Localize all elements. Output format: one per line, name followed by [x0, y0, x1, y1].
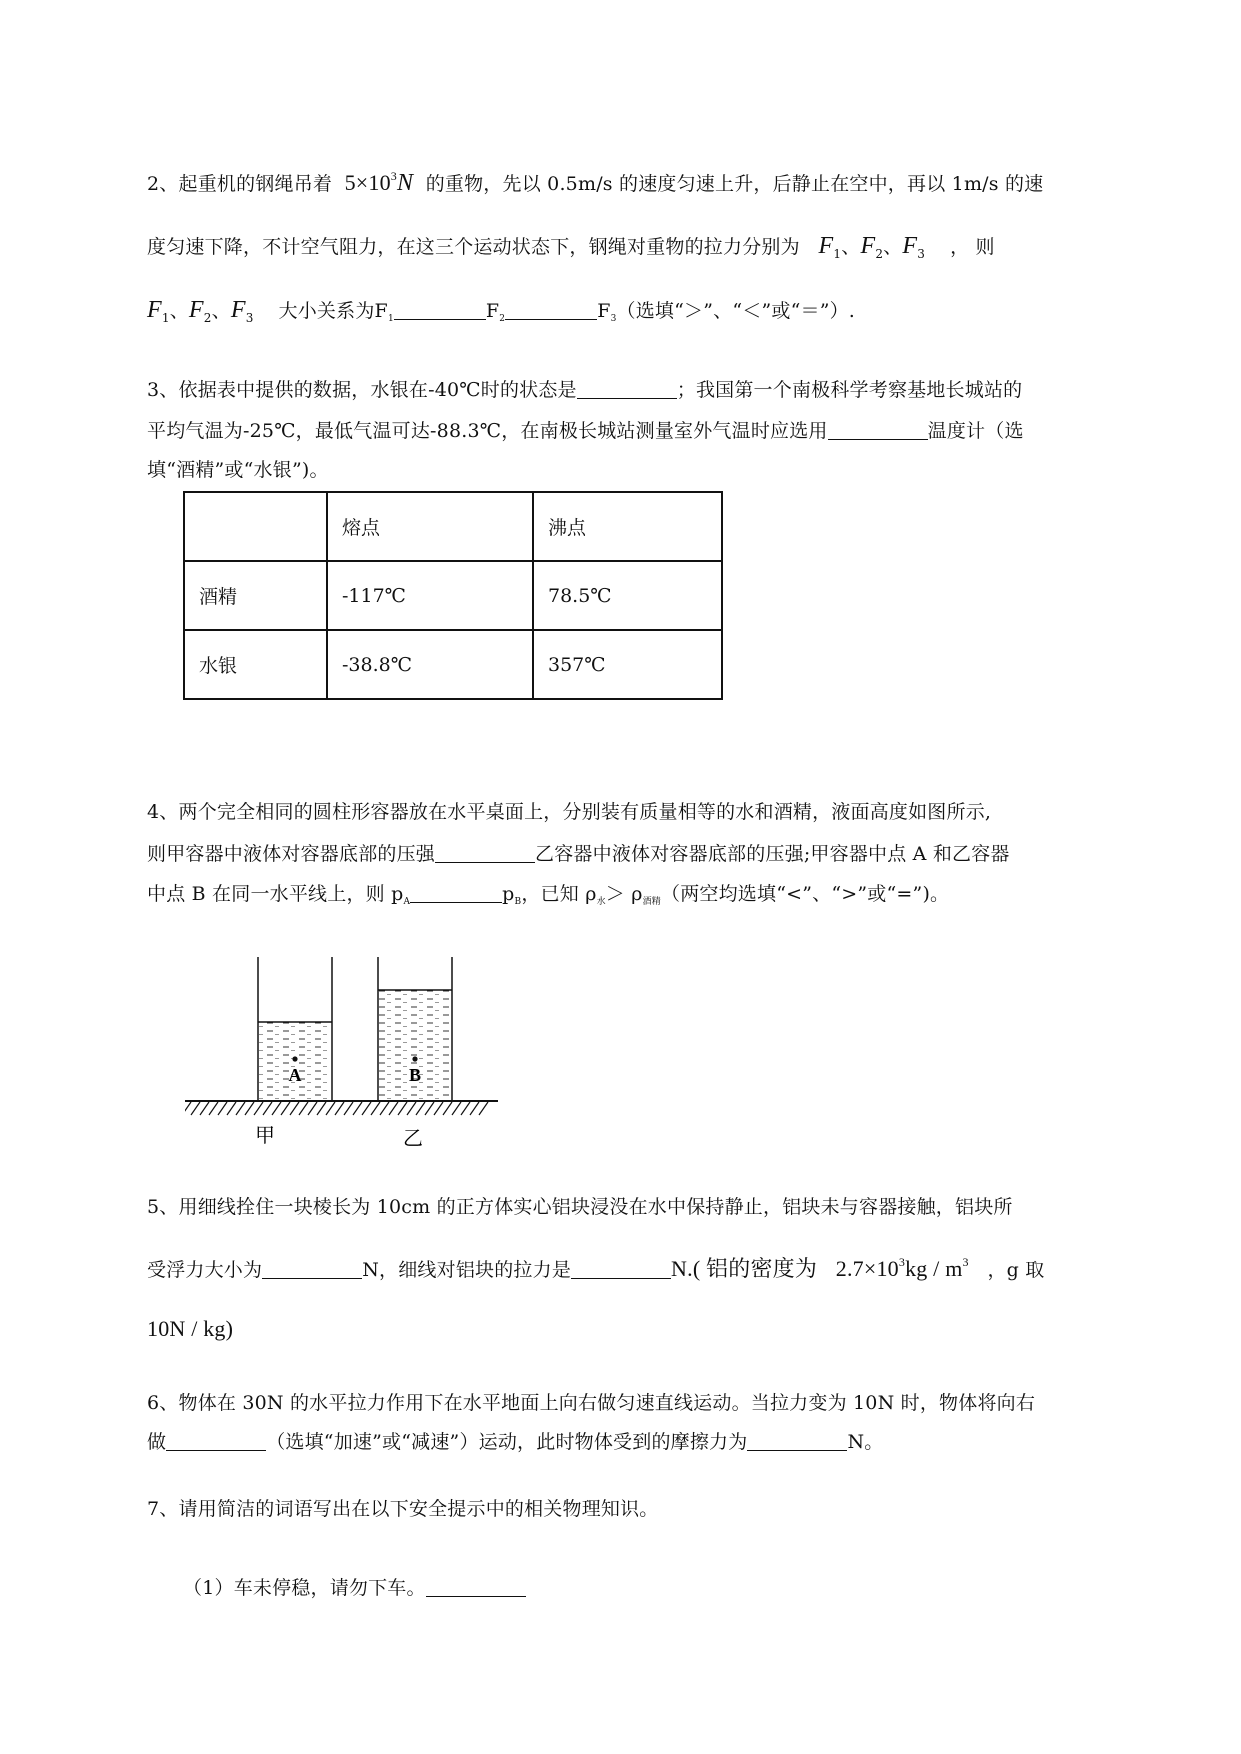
answer-blank-friction[interactable] [747, 1432, 847, 1451]
table-row [184, 561, 722, 630]
answer-blank-tension[interactable] [571, 1260, 671, 1279]
q2-line-1: 2、起重机的钢绳吊着 $5\times 10^3N$ 的重物，先以 0.5m/s 的速度匀速上升，后静止在空中，再以 1m/s 的速 [147, 169, 1044, 196]
table-cell: -117℃ [327, 561, 533, 630]
q7-line-1: 7、请用简洁的词语写出在以下安全提示中的相关物理知识。 [147, 1498, 659, 1520]
answer-blank-f2-f3[interactable] [505, 301, 597, 320]
force-list-2: $F_1$、$F_2$、$F_3$ [147, 297, 254, 325]
label-b: B [408, 1065, 422, 1085]
melting-boiling-table [183, 491, 723, 700]
force-list: $F_1$、$F_2$、$F_3$ [818, 233, 926, 261]
density-value: $2.7\times 10^3kg / m^3$ [835, 1255, 969, 1281]
container-jia [258, 957, 332, 1100]
answer-blank-inertia[interactable] [426, 1578, 526, 1597]
answer-blank-f1-f2[interactable] [394, 301, 486, 320]
point-a [292, 1056, 297, 1061]
q2-line-2: 度匀速下降，不计空气阻力，在这三个运动状态下，钢绳对重物的拉力分别为 $F_1$、$F_2$、$F_3$ ， 则 [147, 233, 995, 261]
table-header-cell: 熔点 [327, 492, 533, 561]
ground [185, 1101, 498, 1115]
q3-line-3: 填“酒精”或“水银”)。 [147, 459, 329, 481]
label-jia: 甲 [255, 1123, 275, 1147]
q5-line-2: 受浮力大小为 N，细线对铝块的拉力是 N.( 铝的密度为 $2.7\times 10^3kg / m^3$ ，g 取 [147, 1255, 1045, 1281]
label-yi: 乙 [403, 1126, 423, 1150]
answer-blank-pressure-bottom[interactable] [435, 844, 535, 863]
containers-diagram [185, 955, 505, 1155]
q4-line-1: 4、两个完全相同的圆柱形容器放在水平桌面上，分别装有质量相等的水和酒精，液面高度如图所示, [147, 801, 992, 823]
answer-blank-motion[interactable] [166, 1432, 266, 1451]
table-cell: 水银 [184, 630, 327, 699]
q3-line-1: 3、依据表中提供的数据，水银在-40℃时的状态是 ；我国第一个南极科学考察基地长城站的 [147, 379, 1023, 401]
answer-blank-mercury-state[interactable] [577, 380, 677, 399]
point-b [412, 1056, 417, 1061]
q2-line-3: $F_1$、$F_2$、$F_3$ 大小关系为$F_1$ $F_2$ $F_3$（选填“＞”、“＜”或“＝”）. [147, 297, 856, 325]
table-header-cell [184, 492, 327, 561]
answer-blank-pa-pb[interactable] [410, 884, 502, 903]
weight-value: $5\times 10^3N$ [344, 169, 414, 196]
container-yi [378, 957, 452, 1100]
answer-blank-thermometer[interactable] [828, 421, 928, 440]
label-a: A [288, 1065, 302, 1085]
table-header-cell: 沸点 [533, 492, 722, 561]
q5-line-3: 10N / kg) [147, 1316, 234, 1341]
table-cell: 78.5℃ [533, 561, 722, 630]
table-header-row [184, 492, 722, 561]
table-cell: 酒精 [184, 561, 327, 630]
q5-line-1: 5、用细线拴住一块棱长为 10cm 的正方体实心铝块浸没在水中保持静止，铝块未与容器接触，铝块所 [147, 1196, 1013, 1218]
q3-line-2: 平均气温为-25℃，最低气温可达-88.3℃，在南极长城站测量室外气温时应选用 温度计（选 [147, 420, 1024, 442]
q6-line-1: 6、物体在 30N 的水平拉力作用下在水平地面上向右做匀速直线运动。当拉力变为 10N 时，物体将向右 [147, 1392, 1036, 1414]
table-row [184, 630, 722, 699]
answer-blank-buoyancy[interactable] [262, 1260, 362, 1279]
q7-line-2: （1）车未停稳，请勿下车。 [183, 1578, 526, 1598]
containers-figure [185, 955, 505, 1159]
q6-line-2: 做 （选填“加速”或“减速”）运动，此时物体受到的摩擦力为 N。 [147, 1431, 884, 1453]
table-cell: -38.8℃ [327, 630, 533, 699]
table-cell: 357℃ [533, 630, 722, 699]
q4-line-2: 则甲容器中液体对容器底部的压强 乙容器中液体对容器底部的压强;甲容器中点 A 和乙容器 [147, 843, 1010, 865]
q4-line-3: 中点 B 在同一水平线上，则 $p_A$ $p_B$，已知 $\rho_水> \rho_{酒精}$（两空均选填“<”、“>”或“=”)。 [147, 883, 950, 907]
